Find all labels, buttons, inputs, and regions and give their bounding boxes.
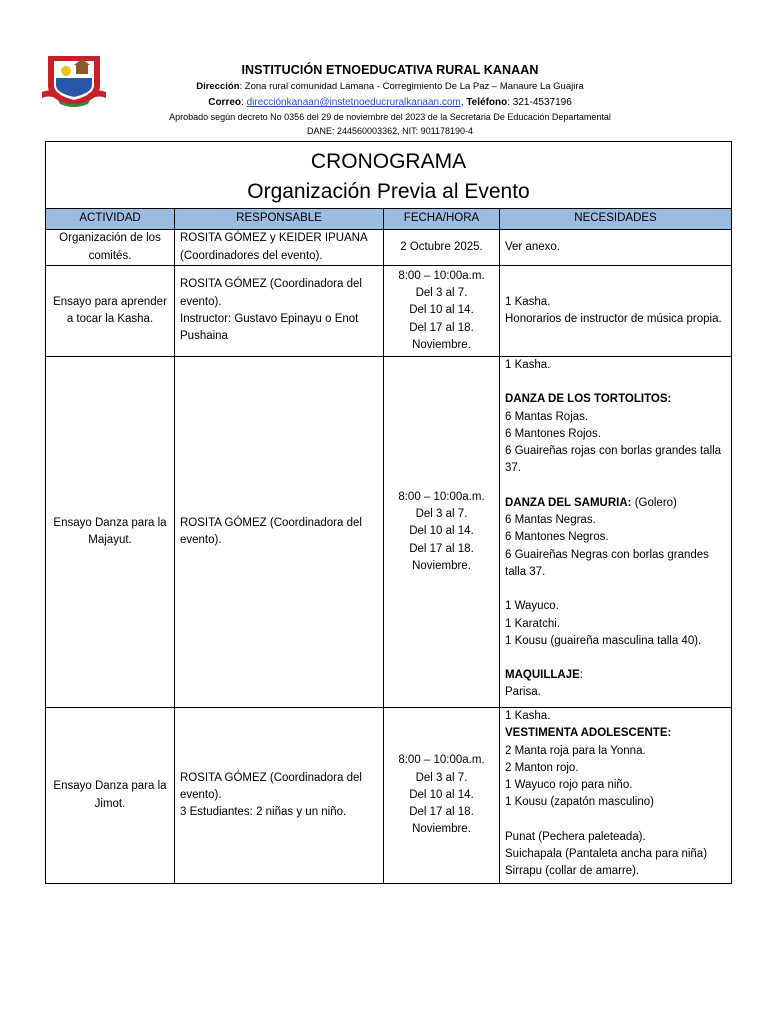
responsible-cell: ROSITA GÓMEZ y KEIDER IPUANA (Coordinadores del evento). (175, 230, 384, 266)
need-item: 6 Mantones Negros. (505, 531, 609, 544)
samuria-note: (Golero) (631, 496, 677, 509)
date-line: 8:00 – 10:00a.m. (398, 269, 485, 282)
col-header-responsable: RESPONSABLE (175, 209, 384, 230)
needs-cell: Ver anexo. (500, 230, 732, 266)
date-line: Del 17 al 18. (409, 321, 474, 334)
table-row (46, 266, 732, 357)
date-line: Noviembre. (412, 559, 471, 572)
responsible-line: 3 Estudiantes: 2 niñas y un niño. (180, 806, 347, 819)
date-line: Del 17 al 18. (409, 542, 474, 555)
dane-nit: DANE: 244560003362, NIT: 901178190-4 (307, 126, 473, 136)
section-heading-maquillaje: MAQUILLAJE (505, 669, 580, 682)
need-item: 1 Wayuco. (505, 600, 559, 613)
address-label: Dirección (196, 81, 240, 92)
col-header-fecha-hora: FECHA/HORA (384, 209, 500, 230)
responsible-cell (175, 266, 384, 357)
date-cell (384, 266, 500, 357)
phone-label: Teléfono (466, 97, 508, 108)
section-heading-tortolitos: DANZA DE LOS TORTOLITOS: (505, 393, 672, 406)
date-line: Del 17 al 18. (409, 806, 474, 819)
need-item: 2 Manta roja para la Yonna. (505, 744, 646, 757)
need-item: 1 Kasha. (505, 359, 551, 371)
date-line: Del 3 al 7. (415, 287, 468, 300)
institution-name: INSTITUCIÓN ETNOEDUCATIVA RURAL KANAAN (241, 63, 539, 77)
need-item: 6 Guaireñas rojas con borlas grandes talla 37. (505, 445, 722, 475)
email-label: Correo (208, 97, 242, 108)
need-item: 1 Kousu (guaireña masculina talla 40). (505, 634, 702, 647)
date-line: Del 10 al 14. (409, 788, 474, 801)
need-item: 6 Guaireñas Negras con borlas grandes talla 37. (505, 548, 709, 578)
needs-cell (500, 266, 732, 357)
col-header-actividad: ACTIVIDAD (46, 209, 175, 230)
table-row (46, 708, 732, 884)
date-line: 8:00 – 10:00a.m. (398, 490, 485, 503)
table-row (46, 357, 732, 708)
activity-cell: Ensayo Danza para la Jimot. (46, 708, 175, 884)
document-title: CRONOGRAMA (310, 149, 467, 173)
email-link[interactable]: direcciónkanaan@instetnoeducruralkanaan.com (246, 97, 461, 108)
school-logo (40, 48, 108, 108)
needs-cell (500, 357, 732, 708)
need-item: 1 Wayuco rojo para niño. (505, 779, 633, 792)
institution-contact: Correo: direcciónkanaan@instetnoeducruralkanaan.com, Teléfono: 321-4537196 (208, 97, 572, 108)
document-subtitle: Organización Previa al Evento (247, 179, 530, 203)
need-item: 6 Mantones Rojos. (505, 427, 601, 440)
date-cell (384, 357, 500, 708)
date-cell: 2 Octubre 2025. (384, 230, 500, 266)
date-line: 8:00 – 10:00a.m. (398, 754, 485, 767)
responsible-line: Instructor: Gustavo Epinayu o Enot Pushaina (180, 313, 359, 343)
date-line: Del 3 al 7. (415, 771, 468, 784)
activity-cell: Ensayo para aprender a tocar la Kasha. (46, 266, 175, 357)
date-line: Noviembre. (412, 823, 471, 836)
makeup-colon: : (579, 669, 583, 682)
institution-address (140, 81, 640, 92)
date-line: Del 10 al 14. (409, 525, 474, 538)
need-item: Honorarios de instructor de música propia. (505, 313, 722, 325)
col-header-necesidades: NECESIDADES (500, 209, 732, 230)
decree-text: Aprobado según decreto No 0356 del 29 de noviembre del 2023 de la Secretaria De Educación Departamental (169, 112, 611, 122)
section-heading-samuria: DANZA DEL SAMURIA: (505, 496, 632, 509)
responsible-cell (175, 708, 384, 884)
date-line: Del 10 al 14. (409, 304, 474, 317)
date-cell (384, 708, 500, 884)
schedule-table (45, 141, 732, 884)
table-title-cell (46, 142, 732, 209)
need-item: 6 Mantas Rojas. (505, 410, 589, 423)
table-header-row (46, 209, 732, 230)
need-item: 1 Kousu (zapatón masculino) (505, 796, 654, 809)
date-line: Noviembre. (412, 338, 471, 351)
address-value: : Zona rural comunidad Lamana - Corregimiento De La Paz – Manaure La Guajira (239, 81, 584, 92)
need-item: 1 Kasha. (505, 295, 551, 308)
needs-cell (500, 708, 732, 884)
email-separator: : (241, 97, 247, 108)
activity-cell: Ensayo Danza para la Majayut. (46, 357, 175, 708)
responsible-cell: ROSITA GÓMEZ (Coordinadora del evento). (175, 357, 384, 708)
need-item: Parisa. (505, 686, 541, 699)
phone-value: : 321-4537196 (507, 97, 572, 108)
need-item: Sirrapu (collar de amarre). (505, 865, 640, 878)
date-line: Del 3 al 7. (415, 508, 468, 521)
need-item: 6 Mantas Negras. (505, 514, 596, 527)
responsible-line: ROSITA GÓMEZ (Coordinadora del evento). (180, 278, 362, 308)
need-item: Suichapala (Pantaleta ancha para niña) (505, 848, 708, 861)
need-item: 1 Kasha. (505, 710, 551, 722)
section-heading-vestimenta: VESTIMENTA ADOLESCENTE: (505, 727, 672, 740)
need-item: Punat (Pechera paleteada). (505, 830, 646, 843)
table-row (46, 230, 732, 266)
responsible-line: ROSITA GÓMEZ (Coordinadora del evento). (180, 771, 362, 801)
need-item: 1 Karatchi. (505, 617, 560, 630)
need-item: 2 Manton rojo. (505, 761, 579, 774)
activity-cell: Organización de los comités. (46, 230, 175, 266)
